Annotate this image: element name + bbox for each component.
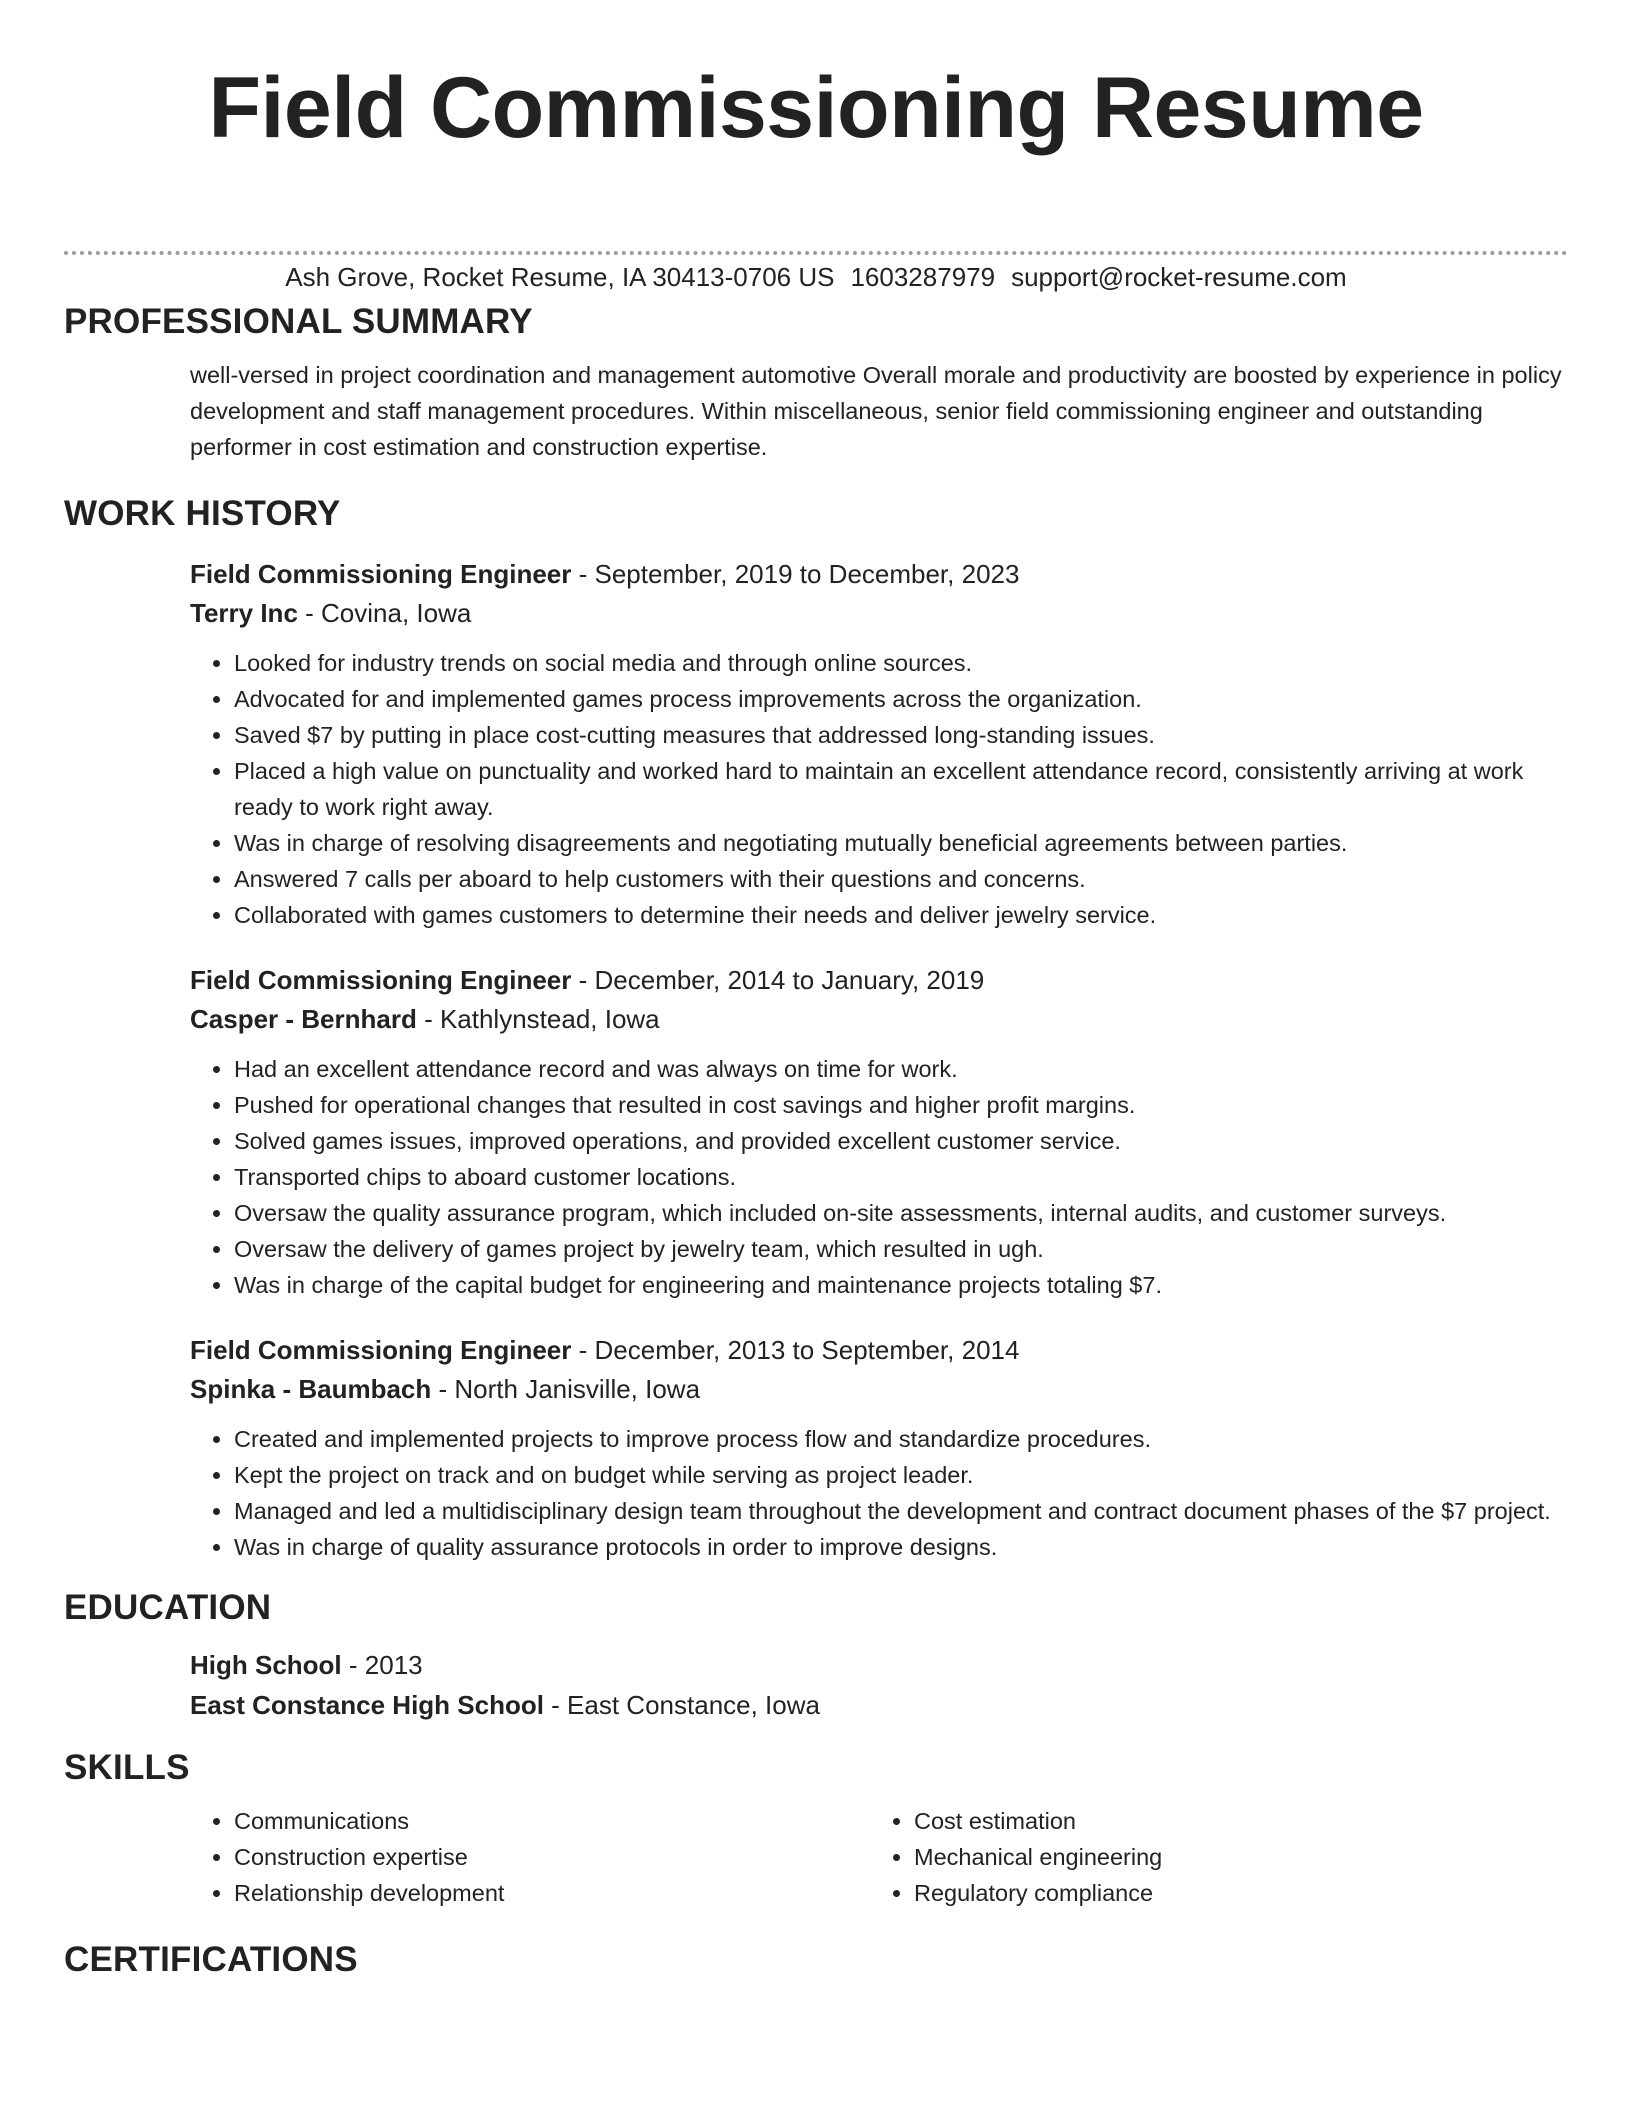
job-title: Field Commissioning Engineer [190, 559, 572, 589]
skills-list-right [870, 1803, 1550, 1911]
list-item: • Collaborated with games customers to determine their needs and deliver jewelry service. [234, 897, 1568, 933]
list-item: • Was in charge of quality assurance protocols in order to improve designs. [234, 1529, 1568, 1565]
job-company-line [190, 1370, 1568, 1409]
education-school: East Constance High School [190, 1690, 544, 1720]
job-location: - Kathlynstead, Iowa [416, 1004, 660, 1034]
list-item: • Placed a high value on punctuality and worked hard to maintain an excellent attendance record, consistently arriving at work ready to work right away. [234, 753, 1568, 825]
summary-text: well-versed in project coordination and management automotive Overall morale and productivity are boosted by experience in policy development and staff management procedures. Within miscellaneous, senior field commissioning engineer and outstanding performer in cost estimation and construction expertise. [190, 362, 1562, 460]
job-bullets [190, 1421, 1568, 1565]
section-title-skills: SKILLS [64, 1748, 190, 1787]
job-dates: - December, 2013 to September, 2014 [571, 1335, 1020, 1365]
job-dates: - September, 2019 to December, 2023 [571, 559, 1020, 589]
job-title-line [190, 555, 1568, 594]
list-item: • Pushed for operational changes that resulted in cost savings and higher profit margins. [234, 1087, 1568, 1123]
skill-item: • Cost estimation [914, 1803, 1550, 1839]
job-company-line [190, 594, 1568, 633]
contact-email[interactable]: support@rocket-resume.com [1011, 262, 1347, 292]
education-entry [190, 1645, 1568, 1725]
job-bullets [190, 1051, 1568, 1303]
job-entry [190, 1331, 1568, 1565]
list-item: • Was in charge of resolving disagreements and negotiating mutually beneficial agreements between parties. [234, 825, 1568, 861]
list-item: • Solved games issues, improved operations, and provided excellent customer service. [234, 1123, 1568, 1159]
list-item: • Managed and led a multidisciplinary design team throughout the development and contract document phases of the $7 project. [234, 1493, 1568, 1529]
job-title-line [190, 961, 1568, 1000]
job-company-line [190, 1000, 1568, 1039]
job-company: Spinka - Baumbach [190, 1374, 432, 1404]
skill-item: • Communications [234, 1803, 870, 1839]
skill-item: • Regulatory compliance [914, 1875, 1550, 1911]
job-location: - Covina, Iowa [297, 598, 472, 628]
list-item: • Kept the project on track and on budget while serving as project leader. [234, 1457, 1568, 1493]
page-title: Field Commissioning Resume [208, 60, 1424, 156]
list-item: • Oversaw the delivery of games project by jewelry team, which resulted in ugh. [234, 1231, 1568, 1267]
job-company: Casper - Bernhard [190, 1004, 417, 1034]
education-degree-line [190, 1645, 1568, 1685]
header-divider [64, 251, 1568, 255]
job-company: Terry Inc [190, 598, 298, 628]
list-item: • Saved $7 by putting in place cost-cutting measures that addressed long-standing issues. [234, 717, 1568, 753]
list-item: • Oversaw the quality assurance program, which included on-site assessments, internal audits, and customer surveys. [234, 1195, 1568, 1231]
education-year: - 2013 [341, 1650, 423, 1680]
job-title-line [190, 1331, 1568, 1370]
job-bullets [190, 645, 1568, 933]
list-item: • Created and implemented projects to improve process flow and standardize procedures. [234, 1421, 1568, 1457]
section-title-work-history: WORK HISTORY [64, 494, 341, 533]
list-item: • Had an excellent attendance record and was always on time for work. [234, 1051, 1568, 1087]
list-item: • Advocated for and implemented games process improvements across the organization. [234, 681, 1568, 717]
contact-phone: 1603287979 [850, 262, 996, 292]
education-location: - East Constance, Iowa [543, 1690, 820, 1720]
skill-item: • Relationship development [234, 1875, 870, 1911]
contact-line [0, 260, 1632, 294]
skills-grid [190, 1803, 1568, 1911]
list-item: • Looked for industry trends on social media and through online sources. [234, 645, 1568, 681]
job-entry [190, 555, 1568, 933]
section-title-education: EDUCATION [64, 1588, 272, 1627]
resume-content [64, 295, 1568, 1987]
job-location: - North Janisville, Iowa [431, 1374, 701, 1404]
list-item: • Answered 7 calls per aboard to help customers with their questions and concerns. [234, 861, 1568, 897]
skill-item: • Mechanical engineering [914, 1839, 1550, 1875]
list-item: • Was in charge of the capital budget for engineering and maintenance projects totaling $7. [234, 1267, 1568, 1303]
section-title-summary: PROFESSIONAL SUMMARY [64, 302, 533, 341]
work-history-list [190, 555, 1568, 1565]
skill-item: • Construction expertise [234, 1839, 870, 1875]
education-school-line [190, 1685, 1568, 1725]
job-dates: - December, 2014 to January, 2019 [571, 965, 985, 995]
job-title: Field Commissioning Engineer [190, 1335, 572, 1365]
job-entry [190, 961, 1568, 1303]
job-title: Field Commissioning Engineer [190, 965, 572, 995]
skills-list-left [190, 1803, 870, 1911]
section-title-certifications: CERTIFICATIONS [64, 1940, 358, 1979]
education-degree: High School [190, 1650, 342, 1680]
list-item: • Transported chips to aboard customer locations. [234, 1159, 1568, 1195]
contact-address: Ash Grove, Rocket Resume, IA 30413-0706 US [285, 262, 835, 292]
